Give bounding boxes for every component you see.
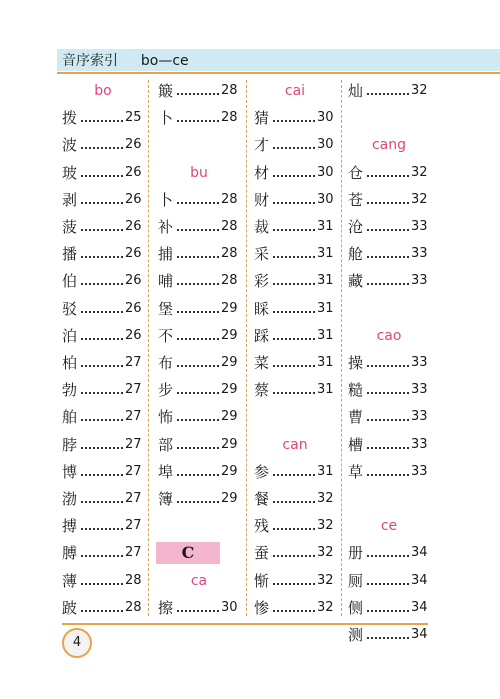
leader-dots	[177, 256, 219, 258]
index-entry	[346, 162, 432, 184]
entry-character: 驳	[62, 299, 78, 318]
entry-page-number: 28	[125, 599, 142, 615]
entry-page-number: 31	[317, 246, 334, 262]
index-entry	[156, 216, 242, 238]
entry-character: 残	[254, 517, 270, 536]
spacer	[346, 298, 432, 320]
entry-page-number: 30	[317, 110, 334, 126]
column-divider	[148, 80, 149, 616]
entry-page-number: 30	[221, 599, 238, 615]
entry-character: 伯	[62, 272, 78, 291]
leader-dots	[177, 283, 219, 285]
leader-dots	[367, 555, 409, 557]
entry-character: 猜	[254, 109, 270, 128]
leader-dots	[81, 583, 123, 585]
index-entry	[346, 406, 432, 428]
entry-character: 玻	[62, 163, 78, 182]
leader-dots	[177, 93, 219, 95]
index-entry	[252, 352, 338, 374]
leader-dots	[273, 256, 315, 258]
entry-character: 波	[62, 136, 78, 155]
leader-dots	[81, 392, 123, 394]
leader-dots	[177, 365, 219, 367]
index-entry	[60, 134, 146, 156]
index-entry	[156, 379, 242, 401]
entry-character: 搏	[62, 517, 78, 536]
entry-character: 捕	[158, 245, 174, 264]
entry-character: 裁	[254, 218, 270, 236]
index-entry	[346, 434, 432, 456]
entry-character: 才	[254, 136, 270, 155]
entry-character: 菜	[254, 354, 270, 372]
leader-dots	[273, 365, 315, 367]
index-entry	[156, 352, 242, 374]
index-entry	[252, 216, 338, 238]
column-divider	[246, 80, 247, 616]
leader-dots	[367, 637, 409, 639]
entry-character: 槽	[348, 435, 364, 454]
leader-dots	[81, 283, 123, 285]
entry-page-number: 29	[221, 491, 238, 506]
index-entry	[252, 379, 338, 401]
entry-page-number: 32	[411, 164, 428, 180]
leader-dots	[273, 147, 315, 149]
entry-page-number: 26	[125, 327, 142, 343]
entry-character: 剥	[62, 190, 78, 209]
entry-page-number: 28	[221, 83, 238, 98]
entry-character: 踩	[254, 326, 270, 345]
leader-dots	[177, 338, 219, 340]
leader-dots	[81, 229, 123, 231]
entry-page-number: 27	[125, 545, 142, 561]
entry-page-number: 32	[317, 491, 334, 506]
entry-page-number: 26	[125, 300, 142, 316]
entry-character: 餐	[254, 490, 270, 508]
entry-page-number: 29	[221, 436, 238, 452]
index-entry	[252, 134, 338, 156]
index-entry	[252, 162, 338, 184]
entry-character: 补	[158, 218, 174, 236]
entry-character: 侧	[348, 598, 364, 617]
entry-page-number: 26	[125, 219, 142, 234]
entry-page-number: 32	[317, 599, 334, 615]
index-entry	[252, 515, 338, 537]
entry-page-number: 34	[411, 545, 428, 561]
entry-character: 脖	[62, 435, 78, 454]
entry-character: 堡	[158, 299, 174, 318]
index-entry	[60, 270, 146, 292]
entry-character: 埠	[158, 462, 174, 481]
leader-dots	[273, 338, 315, 340]
leader-dots	[81, 256, 123, 258]
entry-page-number: 30	[317, 191, 334, 207]
index-entry	[346, 270, 432, 292]
leader-dots	[367, 419, 409, 421]
index-entry	[156, 597, 242, 619]
index-entry	[252, 325, 338, 347]
leader-dots	[273, 583, 315, 585]
entry-page-number: 27	[125, 463, 142, 479]
entry-page-number: 26	[125, 191, 142, 207]
entry-page-number: 29	[221, 300, 238, 316]
index-entry	[346, 352, 432, 374]
entry-character: 彩	[254, 272, 270, 291]
index-entry	[60, 597, 146, 619]
entry-character: 卜	[158, 190, 174, 209]
leader-dots	[81, 175, 123, 177]
spacer	[156, 515, 242, 537]
entry-page-number: 33	[411, 273, 428, 289]
entry-character: 参	[254, 462, 270, 481]
entry-page-number: 34	[411, 599, 428, 615]
entry-character: 糙	[348, 381, 364, 400]
letter-section	[156, 542, 242, 564]
leader-dots	[177, 419, 219, 421]
entry-page-number: 27	[125, 518, 142, 534]
index-entry	[346, 461, 432, 483]
index-entry	[60, 570, 146, 592]
pinyin-heading: cang	[371, 137, 407, 154]
index-entry	[156, 488, 242, 510]
entry-page-number: 33	[411, 219, 428, 234]
leader-dots	[273, 555, 315, 557]
index-entry	[60, 379, 146, 401]
index-entry	[252, 270, 338, 292]
index-entry	[156, 298, 242, 320]
leader-dots	[81, 311, 123, 313]
entry-page-number: 33	[411, 246, 428, 262]
index-entry	[156, 434, 242, 456]
entry-page-number: 31	[317, 355, 334, 370]
entry-character: 步	[158, 381, 174, 400]
entry-character: 不	[158, 326, 174, 345]
pinyin-heading: ca	[190, 572, 208, 589]
entry-page-number: 32	[411, 191, 428, 207]
leader-dots	[177, 311, 219, 313]
entry-character: 博	[62, 462, 78, 481]
column-divider	[341, 80, 342, 616]
leader-dots	[367, 283, 409, 285]
entry-character: 曹	[348, 408, 364, 427]
leader-dots	[367, 202, 409, 204]
entry-character: 采	[254, 245, 270, 264]
entry-page-number: 29	[221, 382, 238, 398]
entry-page-number: 31	[317, 300, 334, 316]
entry-page-number: 29	[221, 355, 238, 370]
index-entry	[346, 542, 432, 564]
index-entry	[252, 461, 338, 483]
index-entry	[60, 488, 146, 510]
leader-dots	[81, 474, 123, 476]
entry-page-number: 26	[125, 137, 142, 153]
entry-page-number: 27	[125, 409, 142, 425]
entry-page-number: 27	[125, 436, 142, 452]
entry-page-number: 33	[411, 382, 428, 398]
entry-character: 蔡	[254, 381, 270, 400]
index-entry	[60, 298, 146, 320]
index-entry	[60, 325, 146, 347]
pinyin-heading: bu	[190, 164, 208, 181]
index-title: 音序索引	[62, 53, 118, 69]
index-entry	[156, 80, 242, 102]
index-entry	[252, 570, 338, 592]
entry-character: 操	[348, 354, 364, 372]
leader-dots	[177, 447, 219, 449]
entry-page-number: 28	[221, 246, 238, 262]
leader-dots	[367, 93, 409, 95]
index-entry	[156, 325, 242, 347]
index-entry	[60, 107, 146, 129]
index-entry	[60, 542, 146, 564]
entry-page-number: 30	[317, 164, 334, 180]
entry-character: 藏	[348, 272, 364, 291]
leader-dots	[81, 419, 123, 421]
index-entry	[346, 624, 432, 646]
entry-page-number: 26	[125, 273, 142, 289]
index-entry	[156, 406, 242, 428]
entry-page-number: 29	[221, 409, 238, 425]
index-entry	[252, 488, 338, 510]
leader-dots	[81, 501, 123, 503]
entry-page-number: 30	[317, 137, 334, 153]
entry-page-number: 32	[411, 83, 428, 98]
index-header	[62, 50, 189, 70]
entry-character: 惨	[254, 598, 270, 617]
entry-page-number: 28	[221, 219, 238, 234]
entry-page-number: 31	[317, 273, 334, 289]
index-entry	[346, 80, 432, 102]
pinyin-heading: cai	[284, 83, 306, 99]
leader-dots	[273, 175, 315, 177]
entry-page-number: 33	[411, 355, 428, 370]
index-entry	[252, 243, 338, 265]
leader-dots	[177, 610, 219, 612]
entry-character: 簿	[158, 490, 174, 508]
leader-dots	[273, 311, 315, 313]
index-entry	[346, 570, 432, 592]
entry-character: 怖	[158, 408, 174, 427]
index-entry	[60, 406, 146, 428]
leader-dots	[273, 120, 315, 122]
index-entry	[156, 189, 242, 211]
leader-dots	[81, 447, 123, 449]
index-entry	[346, 216, 432, 238]
entry-page-number: 32	[317, 545, 334, 561]
leader-dots	[367, 229, 409, 231]
entry-page-number: 31	[317, 382, 334, 398]
footer-rule	[62, 623, 428, 625]
entry-page-number: 26	[125, 164, 142, 180]
leader-dots	[177, 501, 219, 503]
leader-dots	[367, 392, 409, 394]
page-number-badge: 4	[62, 628, 92, 658]
entry-character: 播	[62, 245, 78, 264]
leader-dots	[273, 392, 315, 394]
entry-character: 菠	[62, 218, 78, 236]
entry-character: 财	[254, 190, 270, 209]
spacer	[156, 134, 242, 156]
entry-character: 柏	[62, 354, 78, 372]
leader-dots	[367, 256, 409, 258]
entry-character: 跛	[62, 598, 78, 617]
entry-character: 册	[348, 544, 364, 563]
leader-dots	[273, 283, 315, 285]
entry-character: 沧	[348, 218, 364, 236]
entry-page-number: 29	[221, 327, 238, 343]
entry-character: 薄	[62, 571, 78, 590]
entry-character: 拨	[62, 109, 78, 128]
index-entry	[252, 298, 338, 320]
leader-dots	[177, 202, 219, 204]
leader-dots	[367, 610, 409, 612]
leader-dots	[81, 202, 123, 204]
header-rule	[57, 72, 500, 74]
leader-dots	[273, 474, 315, 476]
index-entry	[252, 597, 338, 619]
entry-character: 卜	[158, 109, 174, 128]
entry-character: 仓	[348, 163, 364, 182]
index-entry	[252, 189, 338, 211]
leader-dots	[81, 338, 123, 340]
entry-character: 簸	[158, 82, 174, 100]
entry-character: 部	[158, 435, 174, 454]
leader-dots	[273, 229, 315, 231]
leader-dots	[367, 474, 409, 476]
entry-page-number: 25	[125, 110, 142, 126]
leader-dots	[81, 528, 123, 530]
entry-character: 厕	[348, 571, 364, 590]
letter-badge: C	[156, 542, 220, 564]
leader-dots	[81, 365, 123, 367]
entry-character: 勃	[62, 381, 78, 400]
entry-page-number: 28	[221, 273, 238, 289]
entry-character: 渤	[62, 490, 78, 508]
leader-dots	[367, 365, 409, 367]
index-entry	[60, 243, 146, 265]
leader-dots	[273, 202, 315, 204]
index-range: bo—ce	[140, 53, 189, 69]
entry-page-number: 27	[125, 491, 142, 506]
entry-page-number: 32	[317, 518, 334, 534]
leader-dots	[367, 583, 409, 585]
leader-dots	[177, 392, 219, 394]
index-entry	[60, 461, 146, 483]
leader-dots	[81, 120, 123, 122]
entry-page-number: 32	[317, 572, 334, 588]
leader-dots	[177, 229, 219, 231]
pinyin-heading: cao	[376, 327, 402, 344]
entry-page-number: 26	[125, 246, 142, 262]
leader-dots	[81, 147, 123, 149]
leader-dots	[273, 610, 315, 612]
index-entry	[156, 243, 242, 265]
pinyin-heading: bo	[94, 83, 112, 99]
index-entry	[60, 515, 146, 537]
entry-character: 膊	[62, 544, 78, 563]
entry-page-number: 34	[411, 627, 428, 642]
entry-page-number: 33	[411, 463, 428, 479]
entry-character: 舱	[348, 245, 364, 264]
entry-character: 灿	[348, 82, 364, 100]
leader-dots	[177, 120, 219, 122]
spacer	[346, 488, 432, 510]
entry-page-number: 27	[125, 355, 142, 370]
entry-page-number: 27	[125, 382, 142, 398]
index-entry	[60, 216, 146, 238]
entry-page-number: 34	[411, 572, 428, 588]
entry-page-number: 28	[221, 110, 238, 126]
index-entry	[156, 270, 242, 292]
entry-character: 泊	[62, 326, 78, 345]
entry-page-number: 29	[221, 463, 238, 479]
leader-dots	[177, 474, 219, 476]
spacer	[346, 107, 432, 129]
leader-dots	[367, 447, 409, 449]
leader-dots	[81, 610, 123, 612]
pinyin-heading: ce	[380, 518, 398, 535]
entry-character: 哺	[158, 272, 174, 291]
entry-page-number: 31	[317, 219, 334, 234]
spacer	[252, 406, 338, 428]
index-entry	[252, 542, 338, 564]
entry-character: 布	[158, 354, 174, 372]
entry-page-number: 33	[411, 436, 428, 452]
entry-character: 蚕	[254, 544, 270, 563]
entry-page-number: 28	[125, 572, 142, 588]
index-entry	[60, 162, 146, 184]
entry-page-number: 28	[221, 191, 238, 207]
entry-character: 擦	[158, 598, 174, 617]
pinyin-heading: can	[282, 436, 308, 453]
index-entry	[346, 597, 432, 619]
entry-character: 测	[348, 626, 364, 644]
index-entry	[156, 461, 242, 483]
leader-dots	[273, 528, 315, 530]
entry-character: 材	[254, 163, 270, 182]
entry-character: 舶	[62, 408, 78, 427]
index-entry	[60, 434, 146, 456]
leader-dots	[367, 175, 409, 177]
leader-dots	[81, 555, 123, 557]
entry-page-number: 31	[317, 327, 334, 343]
entry-page-number: 31	[317, 463, 334, 479]
entry-page-number: 33	[411, 409, 428, 425]
index-entry	[346, 243, 432, 265]
entry-character: 睬	[254, 299, 270, 318]
index-entry	[346, 379, 432, 401]
entry-character: 苍	[348, 190, 364, 209]
index-entry	[346, 189, 432, 211]
index-entry	[60, 189, 146, 211]
entry-character: 惭	[254, 571, 270, 590]
entry-character: 草	[348, 462, 364, 481]
index-entry	[252, 107, 338, 129]
index-entry	[156, 107, 242, 129]
leader-dots	[273, 501, 315, 503]
index-entry	[60, 352, 146, 374]
